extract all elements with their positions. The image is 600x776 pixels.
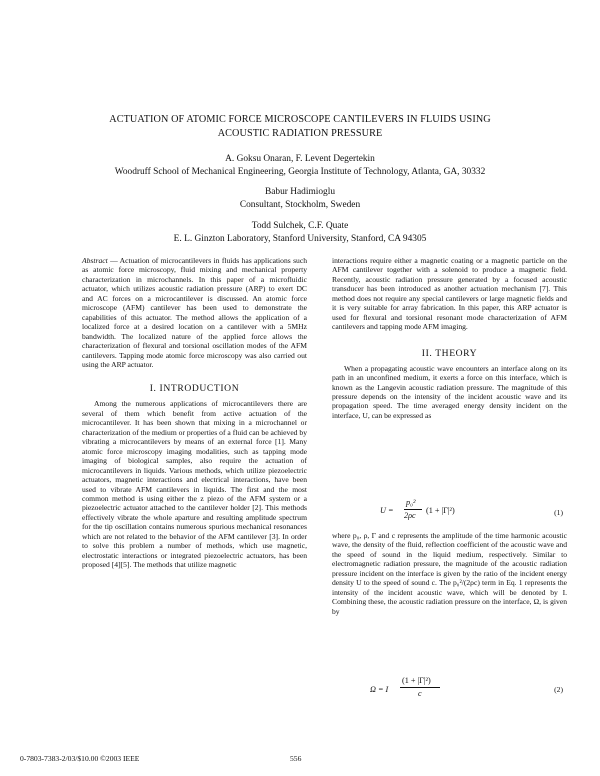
right-column-intro-continued: interactions require either a magnetic coating or a magnetic particle on the AFM cantilever together with a solenoid to produce a magnetic field. Recently, acoustic radiation pressure generated by a focused acoustic transducer has been introduced as another actuation mechanism [7]. This method does not require any special cantilevers or large magnetic fields and it is very suitable for array fabrication. In this paper, this ARP actuator is used for flexural and torsional resonant mode characterization of AFM cantilevers and tapping mode AFM imaging. [332,256,567,332]
author-affiliation-1: Woodruff School of Mechanical Engineering, Georgia Institute of Technology, Atlanta, GA, 30332 [114,167,486,177]
equation-2 [332,675,567,705]
author-names-3: Todd Sulchek, C.F. Quate [251,221,349,231]
eq1-number: (1) [554,508,563,517]
right-column-bottom [332,531,567,616]
title-line-1: ACTUATION OF ATOMIC FORCE MICROSCOPE CANTILEVERS IN FLUIDS USING [109,114,491,125]
eq1-lhs: U = [380,506,394,515]
equation-1 [332,490,567,534]
eq1-denominator: 2ρc [404,511,416,520]
abstract [82,256,307,369]
theory-heading: II. THEORY [421,347,478,359]
author-names-1: A. Goksu Onaran, F. Levent Degertekin [225,154,375,164]
eq1-fraction-bar [404,509,422,510]
theory-text: When a propagating acoustic wave encounters an interface along on its path in an unconfined medium, it exerts a force on this interface, which is known as the Langevin acoustic radiation pressure. The magnitude of this pressure depends on the intensity of the incident acoustic wave and its propagation speed. The time averaged energy density incident on the interface, U, can be expressed as [332,363,567,420]
eq1-rhs: (1 + |Γ|²) [426,506,455,515]
introduction-text: Among the numerous applications of microcantilevers there are several of them which benefit from active actuation of the microcantilever. It has been shown that mixing in a microchannel or characterization of the medium or properties of a fluid can be achieved by vibrating a microcantilevers by means of an external force [1]. Many atomic force microscopy imaging modalities, such as tapping mode imaging of biological samples, also require the actuation of microcantilevers in liquids. Various methods, which utilize piezoelectric actuators, magnetic interactions and electrical interactions, have been used to vibrate AFM cantilevers in liquids. The first and the most common method is using either the z piezo of the AFM system or a piezoelectric actuator attached to the cantilever holder [2]. This methods effectively vibrate the whole aparture and resulting amplitude spectrum for the tip oscillation contains numerous spurious mechanical resonances which are not related to the behavior of the AFM cantilever [3]. In order to solve this problem a number of methods, which use magnetic, electrostatic interactions or integrated piezoelectric actuators, has been proposed [4][5]. The methods that utilize magnetic [82,399,307,570]
eq2-numerator: (1 + |Γ|²) [402,676,431,685]
eq2-number: (2) [554,685,563,694]
left-column [82,256,307,570]
footer-copyright: 0-7803-7383-2/03/$10.00 ©2003 IEEE [20,754,140,763]
right-column-top [332,256,567,420]
paper-title [60,113,540,141]
author-affiliation-3: E. L. Ginzton Laboratory, Stanford University, Stanford, CA 94305 [173,234,427,244]
abstract-text: — Actuation of microcantilevers in fluids has applications such as atomic force microscopy, fluid mixing and mechanical property characterization in microchannels. In this paper of a microfluidic actuator, which utilizes acoustic radiation pressure (ARP) to exert DC and AC forces on a microcantilever is discussed. An atomic force microscope (AFM) cantilever has been used to demonstrate the capabilities of this actuator. The method allows the application of a localized force at a desired location on a cantilever with a 5MHz bandwidth. The localized nature of the applied force allows the characterization of flexural and torsional oscillation modes of the AFM cantilevers. Tapping mode atomic force microscopy was also carried out using the ARP actuator. [82,256,307,369]
eq2-lhs: Ω = I [370,685,389,694]
eq1-numerator: p₀² [406,498,416,507]
introduction-heading: I. INTRODUCTION [149,383,240,395]
abstract-label: Abstract [82,256,108,265]
eq2-fraction-bar [400,687,440,688]
page-number: 556 [290,754,302,763]
eq2-denominator: c [418,689,422,698]
theory-text-after-eq1: where p₀, ρ, Γ and c represents the amplitude of the time harmonic acoustic wave, the density of the fluid, reflection coefficient of the acoustic wave and the speed of sound in the liquid medium, respectively. Similar to electromagnetic radiation pressure, the magnitude of the acoustic radiation pressure incident on the interface is given by the ratio of the incident energy density U to the speed of sound c. The p₀²/(2ρc) term in Eq. 1 represents the intensity of the incident acoustic wave, which will be denoted by I. Combining these, the acoustic radiation pressure on the interface, Ω, is given by [332,531,567,616]
author-names-2: Babur Hadimioglu [264,187,336,197]
title-line-2: ACOUSTIC RADIATION PRESSURE [217,128,383,139]
author-affiliation-2: Consultant, Stockholm, Sweden [239,200,361,210]
